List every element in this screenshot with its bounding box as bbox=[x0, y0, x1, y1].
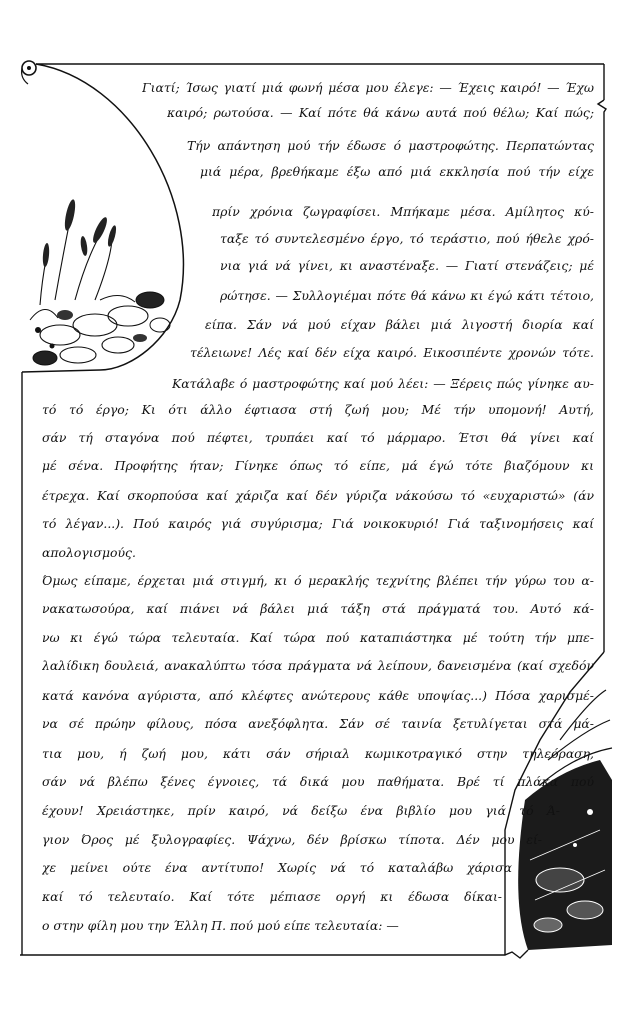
text-line: Τήν απάντηση μού τήν έδωσε ό μαστροφώτης. Περπατώντας bbox=[187, 138, 594, 153]
text-line: μιά μέρα, βρεθήκαμε έξω από μιά εκκλησία πού τήν είχε bbox=[200, 164, 594, 179]
text-line: τέλειωνε! Λές καί δέν είχα καιρό. Εικοσιπέντε χρονών τότε. bbox=[190, 345, 594, 360]
text-line: είπα. Σάν νά μού είχαν βάλει μιά λιγοστή διορία καί bbox=[205, 317, 594, 332]
text-line: πρίν χρόνια ζωγραφίσει. Μπήκαμε μέσα. Αμίλητος κύ- bbox=[212, 204, 594, 219]
text-line: μέ σένα. Προφήτης ήταν; Γίνηκε όπως τό είπε, μά έγώ τότε βιαζόμουν κι bbox=[42, 458, 594, 473]
text-line: Κατάλαβε ό μαστροφώτης καί μού λέει: — Ξέρεις πώς γίνηκε αυ- bbox=[172, 376, 594, 391]
plants-and-rocks-illustration bbox=[22, 64, 183, 372]
text-line: καιρό; ρωτούσα. — Καί πότε θά κάνω αυτά πού θέλω; Καί πώς; bbox=[167, 105, 594, 120]
text-line: χε μείνει ούτε ένα αντίτυπο! Χωρίς νά τό καταλάβω χάρισα bbox=[42, 860, 512, 875]
text-line: έτρεχα. Καί σκορπούσα καί χάριζα καί δέν γύριζα νάκούσω τό «ευχαριστώ» (άν bbox=[42, 488, 594, 503]
text-line: Γιατί; Ίσως γιατί μιά φωνή μέσα μου έλεγε: — Έχεις καιρό! — Έχω bbox=[142, 80, 594, 95]
text-line: γιον Όρος μέ ξυλογραφίες. Ψάχνω, δέν βρίσκω τίποτα. Δέν μου εί- bbox=[42, 832, 542, 847]
text-line: τό τό έργο; Κι ότι άλλο έφτιασα στή ζωή μου; Μέ τήν υπομονή! Αυτή, bbox=[42, 402, 594, 417]
text-line: έχουν! Χρειάστηκε, πρίν καιρό, νά δείξω ένα βιβλίο μου γιά τό Ά- bbox=[42, 803, 560, 818]
text-line: τό λέγαν...). Πού καιρός γιά συγύρισμα; Γιά νοικοκυριό! Γιά ταξινομήσεις καί bbox=[42, 516, 594, 531]
text-line: νω κι έγώ τώρα τελευταία. Καί τώρα πού καταπιάστηκα μέ τούτη τήν μπε- bbox=[42, 630, 594, 645]
text-line: νια γιά νά γίνει, κι αναστέναξε. — Γιατί στενάζεις; μέ bbox=[220, 258, 594, 273]
text-line: λαλίδικη δουλειά, ανακαλύπτω τόσα πράγματα νά λείπουν, δανεισμένα (καί σχεδόν bbox=[42, 658, 594, 673]
text-line: ταξε τό συντελεσμένο έργο, τό τεράστιο, πού ήθελε χρό- bbox=[220, 231, 594, 246]
text-line: Όμως είπαμε, έρχεται μιά στιγμή, κι ό μερακλής τεχνίτης βλέπει τήν γύρω του α- bbox=[42, 573, 594, 588]
text-line: σάν τή σταγόνα πού πέφτει, τρυπάει καί τό μάρμαρο. Έτσι θά γίνει καί bbox=[42, 430, 594, 445]
bottom-border bbox=[20, 950, 528, 958]
text-line: τια μου, ή ζωή μου, κάτι σάν σήριαλ κωμικοτραγικό στην τηλεόραση, bbox=[42, 746, 594, 761]
text-line: κατά κανόνα αγύριστα, από κλέφτες ανώτερους κάθε υποψίας...) Πόσα χαρισμέ- bbox=[42, 688, 594, 703]
text-line: καί τό τελευταίο. Καί τότε μέπιασε οργή κι έδωσα δίκαι- bbox=[42, 889, 502, 904]
scroll-curl-icon bbox=[22, 61, 36, 84]
text-line: απολογισμούς. bbox=[42, 545, 136, 560]
text-line: ρώτησε. — Συλλογιέμαι πότε θά κάνω κι έγώ κάτι τέτοιο, bbox=[220, 288, 594, 303]
text-line: ο στην φίλη μου την Έλλη Π. πού μού είπε τελευταία: — bbox=[42, 918, 399, 933]
text-line: σάν νά βλέπω ξένες έγνοιες, τά δικά μου παθήματα. Βρέ τί πλάκα πού bbox=[42, 774, 594, 789]
right-border bbox=[598, 100, 606, 652]
text-line: νακατωσούρα, καί πιάνει νά βάλει μιά τάξη στά πράγματά του. Αυτό κά- bbox=[42, 601, 594, 616]
text-line: να σέ πρώην φίλους, πόσα ανεξόφλητα. Σάν σέ ταινία ξετυλίγεται στά μά- bbox=[42, 716, 594, 731]
